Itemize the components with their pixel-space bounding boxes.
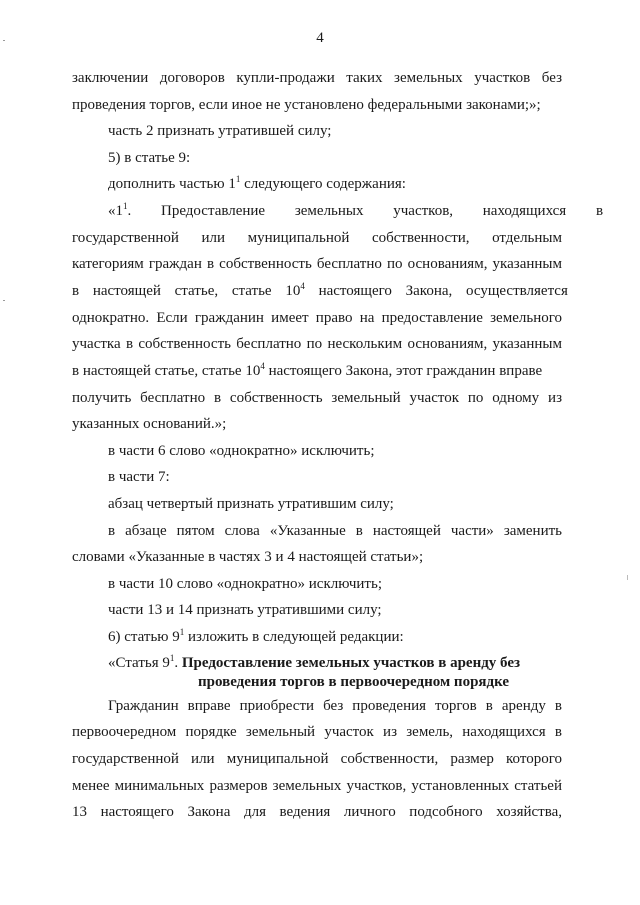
text-line [108, 628, 562, 646]
scan-edge-mark [3, 40, 5, 41]
superscript: 4 [300, 281, 305, 291]
scan-edge-mark [627, 575, 628, 580]
superscript: 1 [169, 653, 175, 663]
text-line: указанных оснований.»; [72, 416, 227, 432]
text-fragment: . [174, 655, 182, 671]
text-line: Гражданин вправе приобрести без проведения торгов в аренду в [108, 698, 562, 714]
text-line: 5) в статье 9: [108, 150, 191, 166]
text-fragment: дополнить частью 1 [108, 176, 236, 192]
superscript: 1 [123, 201, 128, 211]
text-line: менее минимальных размеров земельных участков, установленных статьей [72, 778, 562, 794]
text-line: первоочередном порядке земельный участок из земель, находящихся в [72, 724, 562, 740]
text-line: часть 2 признать утратившей силу; [108, 123, 332, 139]
text-line: категориям граждан в собственность бесплатно по основаниям, указанным [72, 256, 562, 272]
text-fragment: настоящего Закона, осуществляется [304, 283, 568, 299]
text-line: получить бесплатно в собственность земельный участок по одному из [72, 390, 562, 406]
text-line: в абзаце пятом слова «Указанные в настоящей части» заменить [108, 523, 562, 539]
page-number: 4 [316, 30, 324, 46]
text-fragment: 6) статью 9 [108, 629, 180, 645]
text-line [108, 201, 604, 220]
article-heading [108, 654, 562, 692]
text-line [108, 175, 562, 193]
text-line: государственной или муниципальной собственности, размер которого [72, 751, 562, 767]
text-line: участка в собственность бесплатно по нескольким основаниям, указанным [72, 336, 562, 352]
text-line [72, 362, 562, 380]
text-line: части 13 и 14 признать утратившими силу; [108, 602, 382, 618]
text-fragment [108, 202, 603, 220]
text-fragment: в настоящей статье, статье 10 [72, 283, 301, 299]
text-fragment: «1 [108, 203, 123, 219]
scan-edge-mark [3, 300, 5, 301]
text-line: абзац четвертый признать утратившим силу; [108, 496, 394, 512]
text-line: в части 6 слово «однократно» исключить; [108, 443, 375, 459]
text-fragment: настоящего Закона, этот гражданин вправе [264, 363, 543, 379]
heading-title: Предоставление земельных участков в аренду без [181, 655, 521, 671]
text-fragment: «Статья 9 [108, 655, 170, 671]
text-line: в части 7: [108, 469, 170, 485]
superscript: 1 [179, 627, 185, 637]
text-line [72, 281, 568, 300]
superscript: 1 [235, 174, 241, 184]
text-line: словами «Указанные в частях 3 и 4 настоящей статьи»; [72, 549, 424, 565]
text-line: 13 настоящего Закона для ведения личного подсобного хозяйства, [72, 804, 562, 820]
text-fragment: изложить в следующей редакции: [184, 629, 404, 645]
text-line: в части 10 слово «однократно» исключить; [108, 576, 382, 592]
text-line: государственной или муниципальной собственности, отдельным [72, 230, 562, 246]
superscript: 4 [260, 361, 265, 371]
text-line: заключении договоров купли-продажи таких земельных участков без [72, 70, 562, 86]
text-line: однократно. Если гражданин имеет право на предоставление земельного [72, 310, 562, 326]
heading-title-line2: проведения торгов в первоочередном порядке [198, 674, 510, 690]
text-fragment: в настоящей статье, статье 10 [72, 363, 261, 379]
text-fragment: следующего содержания: [240, 176, 406, 192]
text-line: проведения торгов, если иное не установлено федеральными законами;»; [72, 97, 541, 113]
text-fragment: . Предоставление земельных участков, находящихся в [127, 203, 604, 219]
